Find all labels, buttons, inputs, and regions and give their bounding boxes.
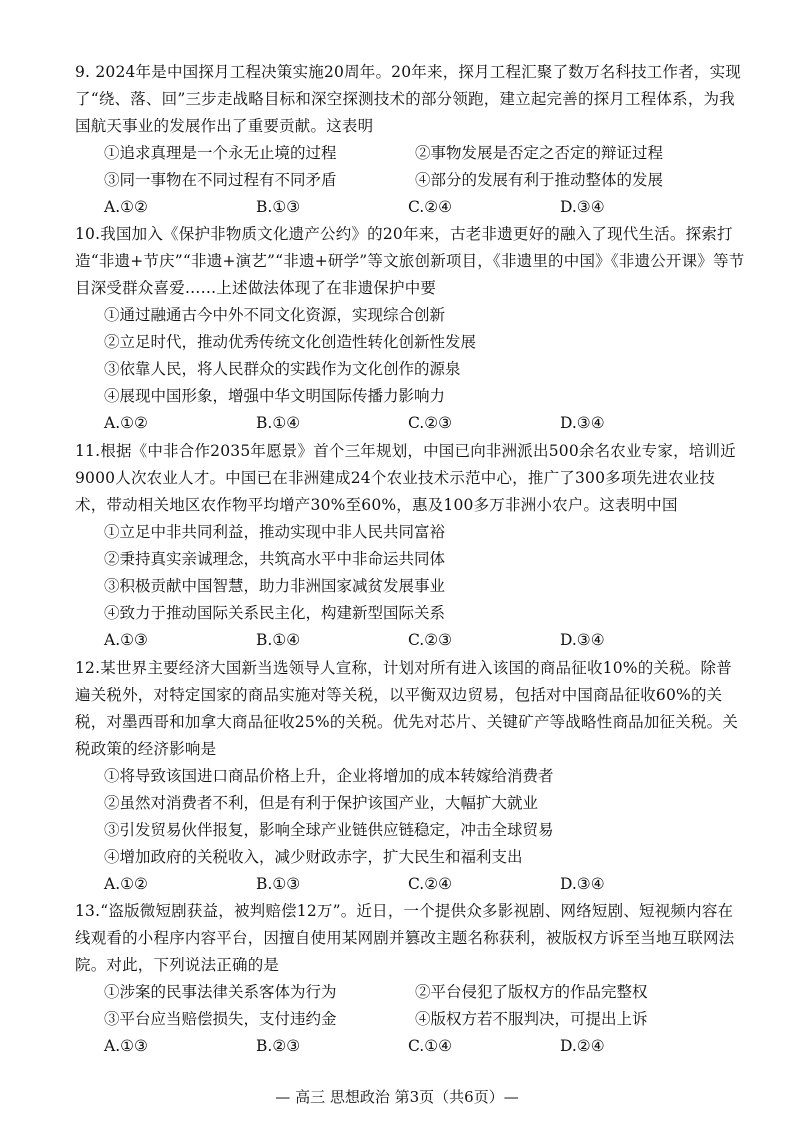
question-12-option-3: ③引发贸易伙伴报复，影响全球产业链供应链稳定，冲击全球贸易 <box>104 821 554 839</box>
question-11-choice-d: D.③④ <box>560 631 605 649</box>
question-9-option-1: ①追求真理是一个永无止境的过程 <box>104 144 337 162</box>
question-12-choice-a: A.①② <box>104 875 148 893</box>
question-12-choice-c: C.②④ <box>408 875 453 893</box>
question-9-option-4: ④部分的发展有利于推动整体的发展 <box>415 171 664 189</box>
question-13-choice-c: C.①④ <box>408 1037 453 1055</box>
question-9-options-row-2 <box>104 167 794 194</box>
question-9-choice-b: B.①③ <box>256 198 301 216</box>
question-9-choice-d: D.③④ <box>560 198 605 216</box>
question-9-stem: 9. 2024年是中国探月工程决策实施20周年。20年来，探月工程汇聚了数万名科技工作者，实现了“绕、落、回”三步走战略目标和深空探测技术的部分领跑，建立起完善的探月工程体系，为我国航天事业的发展作出了重要贡献。这表明 <box>75 63 742 135</box>
question-11-choice-c: C.②③ <box>408 631 453 649</box>
question-11-choices <box>104 627 794 654</box>
question-9-option-2: ②事物发展是否定之否定的辩证过程 <box>415 144 664 162</box>
question-12-stem: 12.某世界主要经济大国新当选领导人宣称，计划对所有进入该国的商品征收10%的关税。除普遍关税外，对特定国家的商品实施对等关税，以平衡双边贸易，包括对中国商品征收60%的关税，对墨西哥和加拿大商品征收25%的关税。优先对芯片、关键矿产等战略性商品加征关税。关税政策的经济影响是 <box>75 659 739 758</box>
question-13-option-3: ③平台应当赔偿损失，支付违约金 <box>104 1010 337 1028</box>
question-10-choice-d: D.③④ <box>560 414 605 432</box>
question-11-option-1: ①立足中非共同利益，推动实现中非人民共同富裕 <box>104 523 446 541</box>
question-11-option-2: ②秉持真实亲诚理念，共筑高水平中非命运共同体 <box>104 550 446 568</box>
question-10 <box>0 221 794 437</box>
question-13-choice-d: D.②④ <box>560 1037 605 1055</box>
question-13-choice-a: A.①③ <box>104 1037 148 1055</box>
question-12 <box>0 655 794 898</box>
page-footer: — 高三 思想政治 第3页（共6页）— <box>275 1088 519 1106</box>
question-10-choice-b: B.①④ <box>256 414 301 432</box>
question-10-option-2: ②立足时代，推动优秀传统文化创造性转化创新性发展 <box>104 333 477 351</box>
question-10-choices <box>104 410 794 437</box>
question-13-options-row-1 <box>104 979 794 1006</box>
question-13-option-4: ④版权方若不服判决，可提出上诉 <box>415 1010 648 1028</box>
question-11-choice-a: A.①③ <box>104 631 148 649</box>
question-11 <box>0 438 794 654</box>
question-12-choice-b: B.①③ <box>256 875 301 893</box>
question-13-option-1: ①涉案的民事法律关系客体为行为 <box>104 983 337 1001</box>
question-10-option-4: ④展现中国形象，增强中华文明国际传播力影响力 <box>104 387 446 405</box>
question-9-choice-c: C.②④ <box>408 198 453 216</box>
question-9 <box>0 59 794 221</box>
question-13-choice-b: B.②③ <box>256 1037 301 1055</box>
question-9-choices <box>104 194 794 221</box>
question-11-option-4: ④致力于推动国际关系民主化，构建新型国际关系 <box>104 604 446 622</box>
question-12-option-2: ②虽然对消费者不利，但是有利于保护该国产业，大幅扩大就业 <box>104 794 539 812</box>
question-13 <box>0 898 794 1060</box>
question-13-choices <box>104 1033 794 1060</box>
question-13-options-row-2 <box>104 1006 794 1033</box>
question-10-option-3: ③依靠人民，将人民群众的实践作为文化创作的源泉 <box>104 360 461 378</box>
question-13-option-2: ②平台侵犯了版权方的作品完整权 <box>415 983 648 1001</box>
question-11-option-3: ③积极贡献中国智慧，助力非洲国家减贫发展事业 <box>104 577 446 595</box>
question-10-choice-c: C.②③ <box>408 414 453 432</box>
question-11-stem: 11.根据《中非合作2035年愿景》首个三年规划，中国已向非洲派出500余名农业专家，培训近9000人次农业人才。中国已在非洲建成24个农业技术示范中心，推广了300多项先进农业技术，带动相关地区农作物平均增产30%至60%，惠及100多万非洲小农户。这表明中国 <box>75 442 736 514</box>
question-9-option-3: ③同一事物在不同过程有不同矛盾 <box>104 171 337 189</box>
question-12-choice-d: D.③④ <box>560 875 605 893</box>
question-11-choice-b: B.①④ <box>256 631 301 649</box>
question-10-option-1: ①通过融通古今中外不同文化资源，实现综合创新 <box>104 306 446 324</box>
question-12-option-1: ①将导致该国进口商品价格上升，企业将增加的成本转嫁给消费者 <box>104 767 554 785</box>
question-9-options-row-1 <box>104 140 794 167</box>
question-12-option-4: ④增加政府的关税收入，减少财政赤字，扩大民生和福利支出 <box>104 848 523 866</box>
question-10-stem: 10.我国加入《保护非物质文化遗产公约》的20年来，古老非遗更好的融入了现代生活。探索打造“非遗+节庆”“非遗+演艺”“非遗+研学”等文旅创新项目，《非遗里的中国》《非遗公开课》等节目深受群众喜爱……上述做法体现了在非遗保护中要 <box>75 225 745 297</box>
question-12-choices <box>104 871 794 898</box>
question-10-choice-a: A.①② <box>104 414 148 432</box>
question-9-choice-a: A.①② <box>104 198 148 216</box>
question-13-stem: 13.“盗版微短剧获益，被判赔偿12万”。近日，一个提供众多影视剧、网络短剧、短视频内容在线观看的小程序内容平台，因擅自使用某网剧并篡改主题名称获利，被版权方诉至当地互联网法院。对此，下列说法正确的是 <box>75 902 735 974</box>
